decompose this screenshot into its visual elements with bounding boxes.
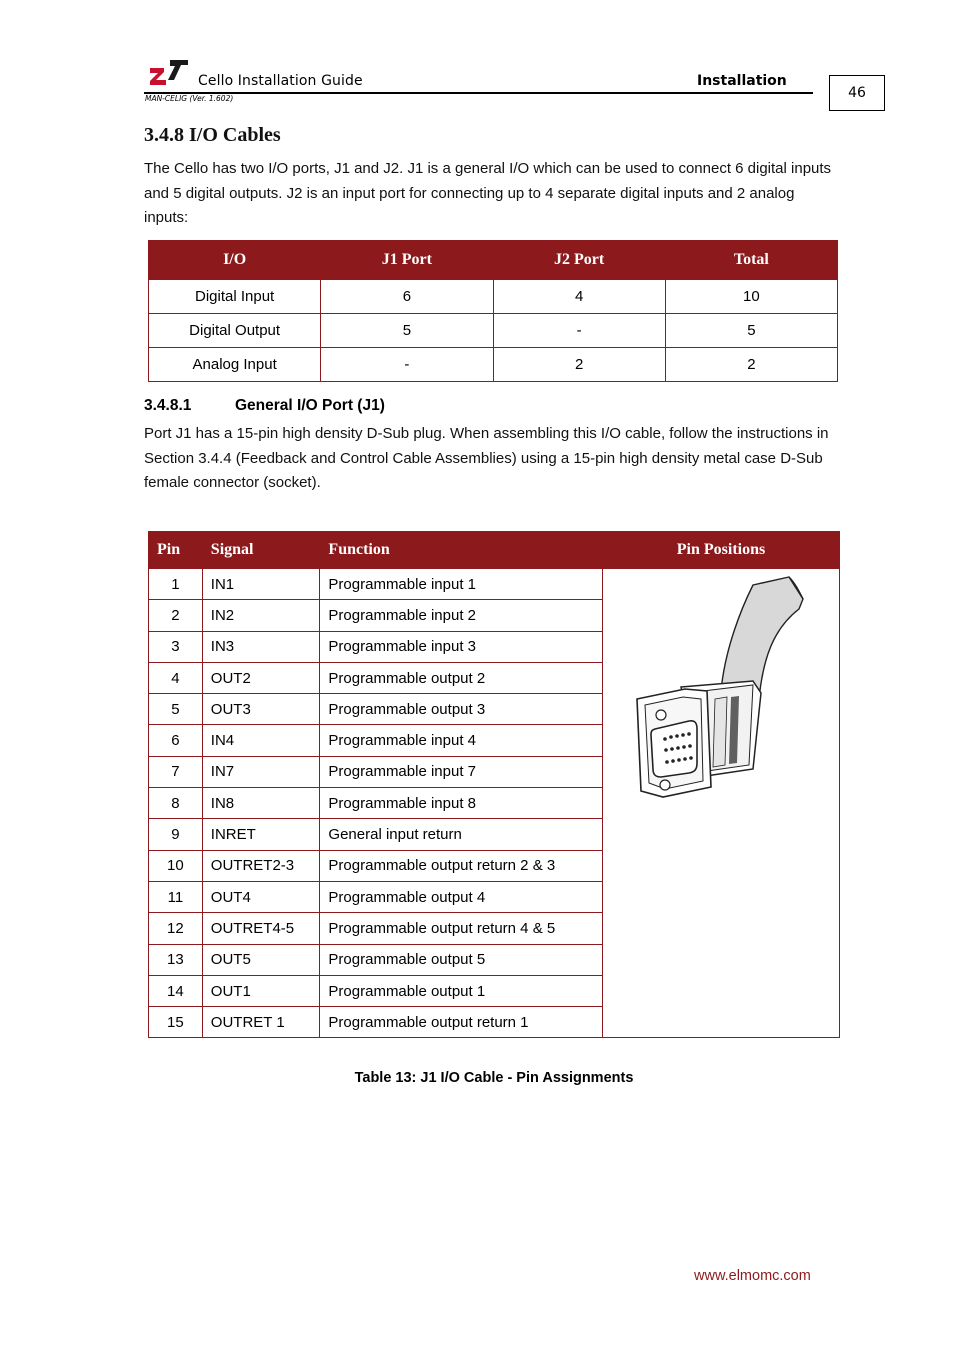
header-version: MAN-CELIG (Ver. 1.602) [145,94,234,103]
function-cell: Programmable output return 4 & 5 [320,913,603,944]
pin-cell: 5 [149,694,203,725]
function-cell: Programmable output 4 [320,881,603,912]
table-caption: Table 13: J1 I/O Cable - Pin Assignments [354,1070,634,1086]
io-summary-table [148,240,838,382]
dsub-connector-illustration [603,569,839,809]
signal-cell: INRET [202,819,320,850]
function-cell: Programmable input 3 [320,631,603,662]
pin-cell: 15 [149,1007,203,1038]
function-cell: Programmable output 3 [320,694,603,725]
column-header: Pin [149,532,203,569]
pin-cell: 12 [149,913,203,944]
pin-cell: 7 [149,756,203,787]
signal-cell: IN4 [202,725,320,756]
pin-positions-cell [603,569,840,1038]
signal-cell: OUTRET 1 [202,1007,320,1038]
function-cell: Programmable output 1 [320,975,603,1006]
table-cell: 2 [493,348,665,382]
signal-cell: IN2 [202,600,320,631]
table-cell: Digital Input [149,280,321,314]
pin-cell: 6 [149,725,203,756]
table-cell: 2 [665,348,837,382]
column-header: Total [665,241,837,280]
signal-cell: OUT1 [202,975,320,1006]
table-cell: Analog Input [149,348,321,382]
function-cell: Programmable input 1 [320,569,603,600]
function-cell: Programmable input 2 [320,600,603,631]
table-cell: 5 [321,314,493,348]
column-header: Signal [202,532,320,569]
elmo-logo-icon [148,58,190,88]
subsection-heading [144,397,385,415]
function-cell: Programmable input 8 [320,788,603,819]
signal-cell: OUT2 [202,662,320,693]
section-heading: 3.4.8 I/O Cables [144,124,281,146]
table-header-row [149,241,838,280]
table-row [149,314,838,348]
column-header: Pin Positions [603,532,840,569]
function-cell: Programmable input 4 [320,725,603,756]
pin-cell: 13 [149,944,203,975]
subsection-number: 3.4.8.1 [144,397,192,414]
header-title: Cello Installation Guide [198,73,363,89]
pin-cell: 8 [149,788,203,819]
table-cell: - [493,314,665,348]
pin-cell: 1 [149,569,203,600]
table-cell: 10 [665,280,837,314]
header-section: Installation [697,73,787,89]
table-header-row [149,532,840,569]
intro-paragraph: The Cello has two I/O ports, J1 and J2. J1 is a general I/O which can be used to connect 6 digital inputs and 5 digital outputs. J2 is an input port for connecting up to 4 separate digital inputs and 2 analog inputs: [144,160,832,226]
signal-cell: OUTRET2-3 [202,850,320,881]
signal-cell: OUT4 [202,881,320,912]
signal-cell: OUTRET4-5 [202,913,320,944]
function-cell: Programmable output 2 [320,662,603,693]
function-cell: Programmable output 5 [320,944,603,975]
table-cell: - [321,348,493,382]
signal-cell: OUT3 [202,694,320,725]
footer-link[interactable]: www.elmomc.com [694,1268,811,1284]
table-row [149,569,840,600]
table-cell: Digital Output [149,314,321,348]
function-cell: Programmable input 7 [320,756,603,787]
function-cell: Programmable output return 2 & 3 [320,850,603,881]
signal-cell: IN1 [202,569,320,600]
table-cell: 6 [321,280,493,314]
column-header: J1 Port [321,241,493,280]
signal-cell: IN8 [202,788,320,819]
pin-cell: 4 [149,662,203,693]
signal-cell: OUT5 [202,944,320,975]
j1-paragraph: Port J1 has a 15-pin high density D-Sub plug. When assembling this I/O cable, follow the instructions in Section 3.4.4 (Feedback and Control Cable Assemblies) using a 15-pin high density metal case D-Sub female connector (socket). [144,425,829,491]
column-header: J2 Port [493,241,665,280]
signal-cell: IN7 [202,756,320,787]
table-row [149,280,838,314]
column-header: Function [320,532,603,569]
pin-cell: 9 [149,819,203,850]
header-rule [144,92,813,94]
pin-assignment-table [148,531,840,1038]
signal-cell: IN3 [202,631,320,662]
table-cell: 4 [493,280,665,314]
column-header: I/O [149,241,321,280]
function-cell: General input return [320,819,603,850]
page-number: 46 [829,75,885,111]
table-row [149,348,838,382]
pin-cell: 11 [149,881,203,912]
subsection-title: General I/O Port (J1) [235,397,385,414]
pin-cell: 10 [149,850,203,881]
pin-cell: 14 [149,975,203,1006]
pin-cell: 2 [149,600,203,631]
function-cell: Programmable output return 1 [320,1007,603,1038]
pin-cell: 3 [149,631,203,662]
table-cell: 5 [665,314,837,348]
